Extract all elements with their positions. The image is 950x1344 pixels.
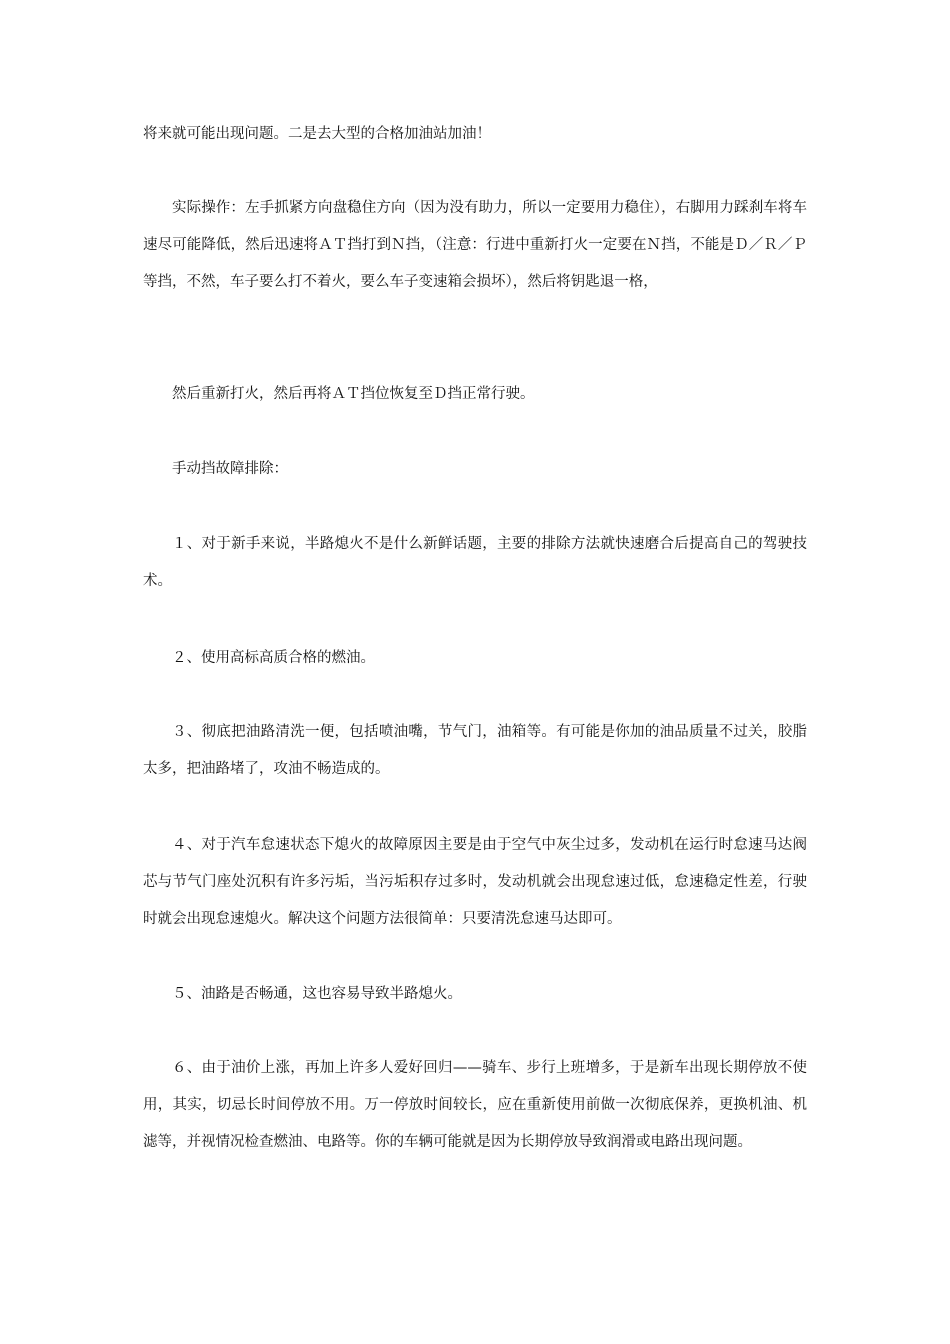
paragraph-restart: 然后重新打火，然后再将ＡＴ挡位恢复至Ｄ挡正常行驶。 bbox=[172, 386, 535, 402]
list-item-2: ２、使用高标高质合格的燃油。 bbox=[172, 650, 375, 666]
list-item-5: ５、油路是否畅通，这也容易导致半路熄火。 bbox=[172, 986, 462, 1002]
list-item-3: ３、彻底把油路清洗一便，包括喷油嘴，节气门，油箱等。有可能是你加的油品质量不过关，胶脂太多，把油路堵了，攻油不畅造成的。 bbox=[143, 724, 807, 777]
list-item-4: ４、对于汽车怠速状态下熄火的故障原因主要是由于空气中灰尘过多，发动机在运行时怠速马达阀芯与节气门座处沉积有许多污垢，当污垢积存过多时，发动机就会出现怠速过低，怠速稳定性差，行驶时就会出现怠速熄火。解决这个问题方法很简单：只要清洗怠速马达即可。 bbox=[143, 837, 807, 927]
paragraph-continuation: 将来就可能出现问题。二是去大型的合格加油站加油！ bbox=[143, 126, 491, 142]
list-item-6: ６、由于油价上涨，再加上许多人爱好回归——骑车、步行上班增多，于是新车出现长期停放不使用，其实，切忌长时间停放不用。万一停放时间较长，应在重新使用前做一次彻底保养，更换机油、机滤等，并视情况检查燃油、电路等。你的车辆可能就是因为长期停放导致润滑或电路出现问题。 bbox=[143, 1060, 807, 1150]
paragraph-operation: 实际操作：左手抓紧方向盘稳住方向（因为没有助力，所以一定要用力稳住），右脚用力踩刹车将车速尽可能降低，然后迅速将ＡＴ挡打到Ｎ挡，（注意：行进中重新打火一定要在Ｎ挡，不能是Ｄ／Ｒ／Ｐ等挡，不然，车子要么打不着火，要么车子变速箱会损坏），然后将钥匙退一格， bbox=[143, 200, 807, 290]
list-item-1: １、对于新手来说，半路熄火不是什么新鲜话题，主要的排除方法就快速磨合后提高自己的驾驶技术。 bbox=[143, 536, 807, 589]
section-heading-manual: 手动挡故障排除： bbox=[172, 461, 288, 477]
